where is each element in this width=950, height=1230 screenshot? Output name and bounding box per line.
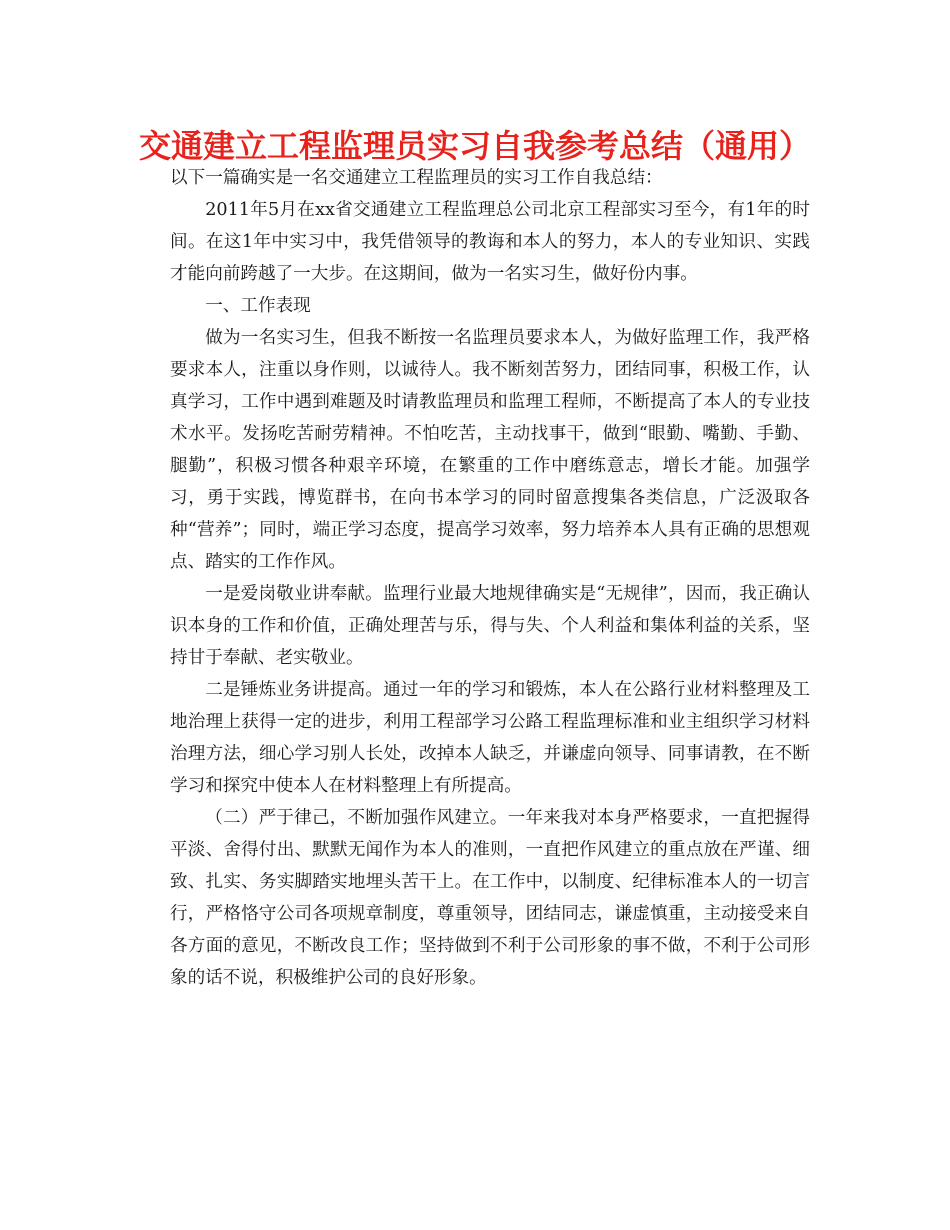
document-title: 交通建立工程监理员实习自我参考总结（通用） xyxy=(138,127,811,165)
paragraph-dedication: 一是爱岗敬业讲奉献。监理行业最大地规律确实是“无规律”，因而，我正确认识本身的工作和价值，正确处理苦与乐，得与失、个人利益和集体利益的关系，坚持甘于奉献、老实敬业。 xyxy=(170,584,810,668)
paragraph-self-discipline: （二）严于律己，不断加强作风建立。一年来我对本身严格要求，一直把握得平淡、舍得付出、默默无闻作为本人的准则，一直把作风建立的重点放在严谨、细致、扎实、务实脚踏实地埋头苦干上。在工作中，以制度、纪律标准本人的一切言行，严格恪守公司各项规章制度，尊重领导，团结同志，谦虚慎重，主动接受来自各方面的意见，不断改良工作；坚持做到不利于公司形象的事不做，不利于公司形象的话不说，积极维护公司的良好形象。 xyxy=(170,808,810,988)
paragraph-work-performance: 做为一名实习生，但我不断按一名监理员要求本人，为做好监理工作，我严格要求本人，注重以身作则，以诚待人。我不断刻苦努力，团结同事，积极工作，认真学习，工作中遇到难题及时请教监理员和监理工程师，不断提高了本人的专业技术水平。发扬吃苦耐劳精神。不怕吃苦，主动找事干，做到“眼勤、嘴勤、手勤、腿勤”，积极习惯各种艰辛环境，在繁重的工作中磨练意志，增长才能。加强学习，勇于实践，博览群书，在向书本学习的同时留意搜集各类信息，广泛汲取各种“营养”；同时，端正学习态度，提高学习效率，努力培养本人具有正确的思想观点、踏实的工作作风。 xyxy=(170,328,810,572)
paragraph-skill-improvement: 二是锤炼业务讲提高。通过一年的学习和锻炼，本人在公路行业材料整理及工地治理上获得一定的进步，利用工程部学习公路工程监理标准和业主组织学习材料治理方法，细心学习别人长处，改掉本人缺乏，并谦虚向领导、同事请教，在不断学习和探究中使本人在材料整理上有所提高。 xyxy=(170,680,810,796)
section-heading-work-performance: 一、工作表现 xyxy=(205,296,311,316)
intro-paragraph: 以下一篇确实是一名交通建立工程监理员的实习工作自我总结： xyxy=(170,168,663,188)
document-body xyxy=(170,162,810,994)
paragraph-background: 2011年5月在xx省交通建立工程监理总公司北京工程部实习至今，有1年的时间。在这1年中实习中，我凭借领导的教诲和本人的努力，本人的专业知识、实践才能向前跨越了一大步。在这期间，做为一名实习生，做好份内事。 xyxy=(170,200,810,284)
